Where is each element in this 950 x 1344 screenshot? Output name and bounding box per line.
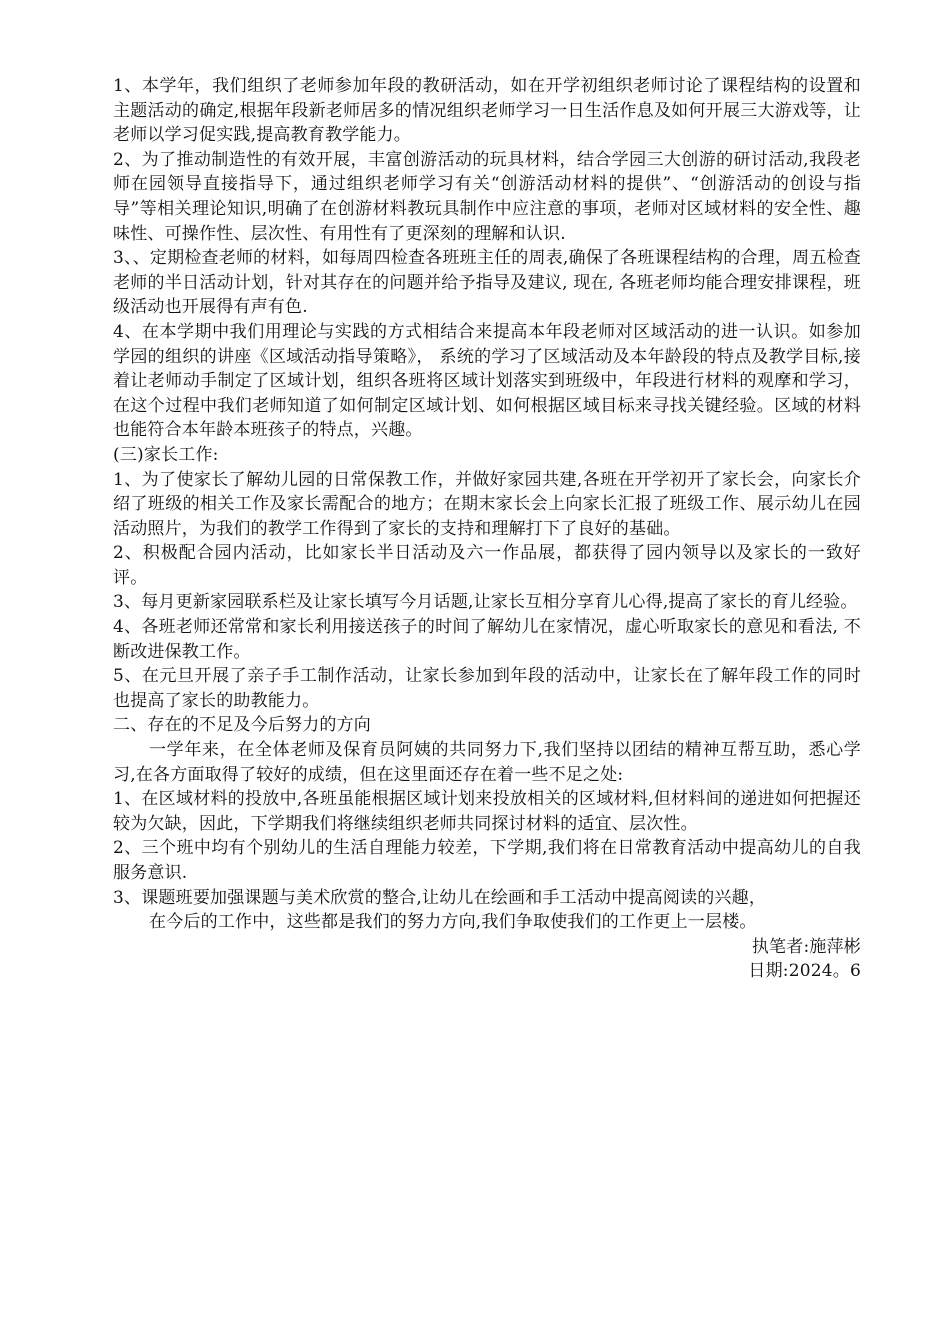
section-heading-parent-work: (三)家长工作: (113, 444, 219, 465)
document-body (113, 74, 861, 984)
paragraph-home-school-board: 3、每月更新家园联系栏及让家长填写今月话题,让家长互相分享育儿心得,提高了家长的育儿经验。 (113, 592, 858, 613)
date-line: 日期:2024。6 (748, 961, 861, 982)
paragraph-parent-child-craft: 5、在元旦开展了亲子手工制作活动，让家长参加到年段的活动中，让家长在了解年段工作的同时也提高了家长的助教能力。 (113, 666, 861, 711)
paragraph-creative-play-materials: 2、为了推动制造性的有效开展，丰富创游活动的玩具材料，结合学园三大创游的研讨活动,我段老师在园领导直接指导下，通过组织老师学习有关“创游活动材料的提供”、“创游活动的创设与指导”等相关理论知识,明确了在创游材料教玩具制作中应注意的事项，老师对区域材料的安全性、趣味性、可操作性、层次性、有用性有了更深刻的理解和认识. (113, 149, 861, 244)
paragraph-closing: 在今后的工作中，这些都是我们的努力方向,我们争取使我们的工作更上一层楼。 (149, 912, 757, 933)
paragraph-shortcoming-art: 3、课题班要加强课题与美术欣赏的整合,让幼儿在绘画和手工活动中提高阅读的兴趣， (113, 887, 767, 908)
section-heading-shortcomings: 二、存在的不足及今后努力的方向 (113, 715, 371, 736)
paragraph-area-activities: 4、在本学期中我们用理论与实践的方式相结合来提高本年段老师对区域活动的进一认识。如参加学园的组织的讲座《区域活动指导策略》， 系统的学习了区域活动及本年龄段的特点及教学目标,接着让老师动手制定了区域计划，组织各班将区域计划落实到班级中，年段进行材料的观摩和学习，在这个过程中我们老师知道了如何制定区域计划、如何根据区域目标来寻找关键经验。区域的材料也能符合本年龄本班孩子的特点，兴趣。 (113, 321, 861, 441)
paragraph-parent-activities: 2、积极配合园内活动，比如家长半日活动及六一作品展，都获得了园内领导以及家长的一致好评。 (113, 543, 861, 588)
paragraph-material-inspection: 3、、定期检查老师的材料，如每周四检查各班班主任的周表,确保了各班课程结构的合理，周五检查老师的半日活动计划，针对其存在的问题并给予指导及建议, 现在, 各班老师均能合理安排课程，班级活动也开展得有声有色. (113, 248, 861, 318)
paragraph-shortcoming-self-care: 2、三个班中均有个别幼儿的生活自理能力较差，下学期,我们将在日常教育活动中提高幼儿的自我服务意识. (113, 838, 861, 883)
paragraph-parent-meeting: 1、为了使家长了解幼儿园的日常保教工作，并做好家园共建,各班在开学初开了家长会，向家长介绍了班级的相关工作及家长需配合的地方；在期末家长会上向家长汇报了班级工作、展示幼儿在园活动照片，为我们的教学工作得到了家长的支持和理解打下了良好的基础。 (113, 469, 861, 539)
paragraph-shortcoming-materials: 1、在区域材料的投放中,各班虽能根据区域计划来投放相关的区域材料,但材料间的递进如何把握还较为欠缺，因此，下学期我们将继续组织老师共同探讨材料的适宜、层次性。 (113, 789, 861, 834)
author-line: 执笔者:施萍彬 (751, 936, 861, 957)
paragraph-year-summary: 一学年来，在全体老师及保育员阿姨的共同努力下,我们坚持以团结的精神互帮互助，悉心学习,在各方面取得了较好的成绩，但在这里面还存在着一些不足之处: (113, 740, 861, 785)
paragraph-teaching-research: 1、本学年，我们组织了老师参加年段的教研活动，如在开学初组织老师讨论了课程结构的设置和主题活动的确定,根据年段新老师居多的情况组织老师学习一日生活作息及如何开展三大游戏等，让老师以学习促实践,提高教育教学能力。 (113, 76, 861, 146)
paragraph-parent-communication: 4、各班老师还常常和家长利用接送孩子的时间了解幼儿在家情况，虚心听取家长的意见和看法, 不断改进保教工作。 (113, 617, 861, 662)
